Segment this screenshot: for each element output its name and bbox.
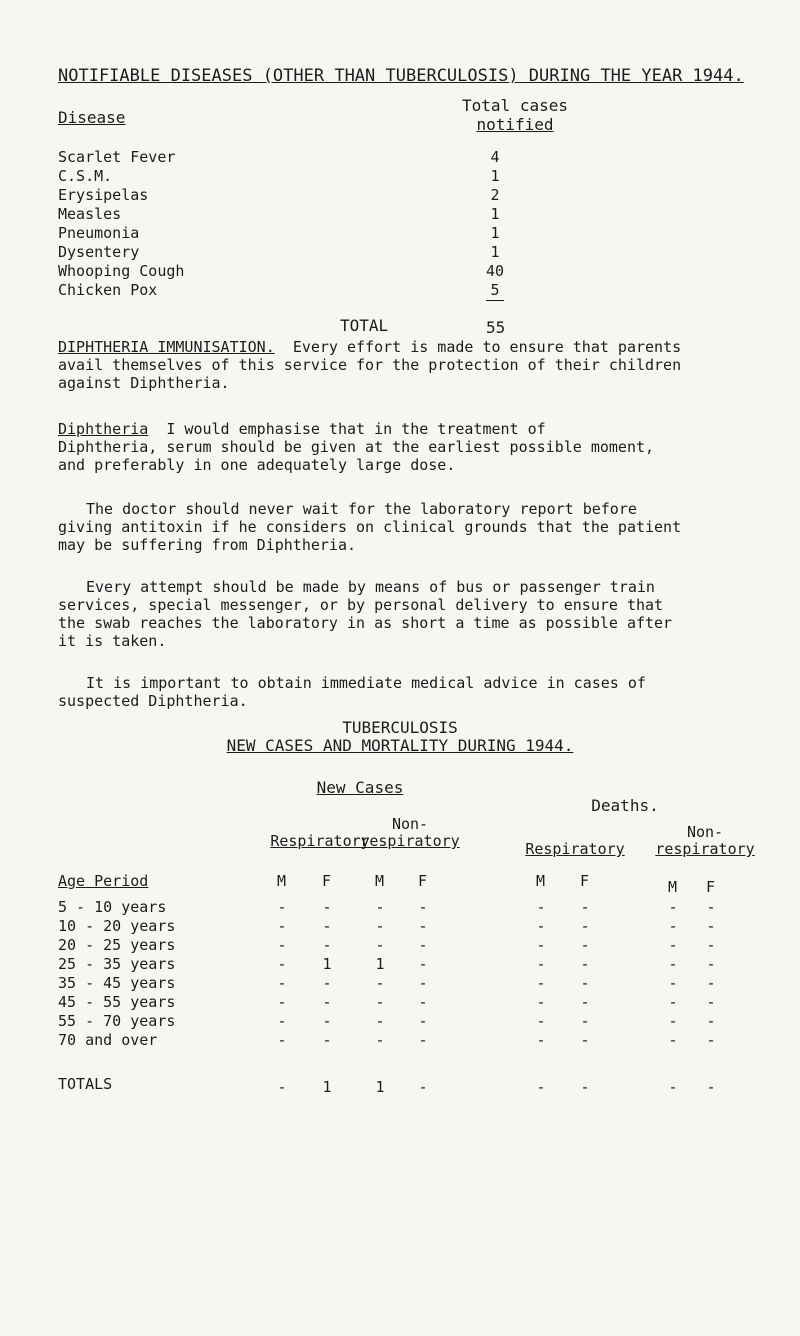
total-cases-header-line2: notified [476, 115, 554, 134]
death-non-f-header: F [706, 878, 716, 896]
age-period-header: Age Period [58, 872, 149, 890]
tb-cell: - [536, 898, 546, 916]
disease-name: C.S.M. [58, 167, 113, 185]
tb-cell: - [418, 955, 428, 973]
total-value: 55 [486, 318, 506, 337]
tb-cell: - [536, 974, 546, 992]
death-non-m-column [661, 898, 685, 1050]
age-period: 70 and over [58, 1031, 158, 1049]
tb-cell: - [277, 917, 287, 935]
tb-cell: - [375, 936, 385, 954]
tb-cell: - [322, 974, 332, 992]
tb-cell: - [375, 1031, 385, 1049]
paragraph-line [58, 596, 758, 614]
paragraph [58, 500, 758, 554]
tb-cell: - [706, 936, 716, 954]
disease-list [58, 148, 184, 300]
paragraph-text: Every effort is made to ensure that parents [292, 338, 682, 356]
new-resp-f-column [315, 898, 339, 1050]
tb-cell: - [536, 917, 546, 935]
paragraph-heading: DIPHTHERIA IMMUNISATION. [58, 338, 275, 356]
tb-subtitle: NEW CASES AND MORTALITY DURING 1944. [226, 736, 574, 755]
tb-cell: - [706, 917, 716, 935]
paragraph-text: may be suffering from Diphtheria. [58, 536, 357, 554]
tb-cell: - [322, 1012, 332, 1030]
disease-name: Whooping Cough [58, 262, 185, 280]
tb-cell: - [418, 917, 428, 935]
total-label: TOTAL [340, 316, 389, 335]
total-cases-header-line1: Total cases [462, 96, 568, 115]
tb-cell: - [418, 936, 428, 954]
death-respiratory-header: Respiratory [525, 840, 625, 858]
paragraph-line [58, 578, 758, 596]
new-respiratory-header: Respiratory [270, 832, 370, 850]
paragraph-text: suspected Diphtheria. [58, 692, 248, 710]
new-non-f-header: F [418, 872, 428, 890]
tb-cell: - [375, 898, 385, 916]
paragraph-line [58, 420, 758, 438]
paragraph-line [58, 674, 758, 692]
paragraph-text: I would emphasise that in the treatment of [166, 420, 546, 438]
paragraph [58, 338, 758, 392]
death-resp-m-header: M [536, 872, 546, 890]
tb-cell: - [322, 1031, 332, 1049]
tb-title: TUBERCULOSIS [342, 718, 458, 737]
tb-cell: - [375, 1012, 385, 1030]
total-cell: - [536, 1078, 546, 1096]
total-cell: - [668, 1078, 678, 1096]
tb-cell: - [580, 955, 590, 973]
tb-cell: - [536, 936, 546, 954]
disease-total: 40 [485, 262, 505, 280]
tb-cell: - [706, 955, 716, 973]
paragraph [58, 420, 758, 474]
paragraph-line [58, 614, 758, 632]
total-cell: 1 [375, 1078, 385, 1096]
tb-cell: - [536, 955, 546, 973]
disease-name: Measles [58, 205, 122, 223]
paragraph-text: and preferably in one adequately large dose. [58, 456, 456, 474]
paragraph-line [58, 438, 758, 456]
tb-cell: - [668, 955, 678, 973]
paragraph-line [58, 518, 758, 536]
paragraph-line [58, 536, 758, 554]
tb-cell: - [322, 993, 332, 1011]
tb-cell: - [536, 1031, 546, 1049]
disease-name: Pneumonia [58, 224, 140, 242]
paragraph-line [58, 692, 758, 710]
tb-cell: - [580, 1031, 590, 1049]
page-title: NOTIFIABLE DISEASES (OTHER THAN TUBERCULOSIS) DURING THE YEAR 1944. [58, 66, 744, 86]
paragraph-text: It is important to obtain immediate medical advice in cases of [86, 674, 646, 692]
total-cell: - [706, 1078, 716, 1096]
paragraph-line [58, 632, 758, 650]
death-resp-f-column [573, 898, 597, 1050]
tb-cell: - [668, 936, 678, 954]
tb-cell: - [322, 936, 332, 954]
paragraph-line [58, 374, 758, 392]
disease-total: 2 [490, 186, 500, 204]
paragraph-line [58, 338, 758, 356]
tb-cell: - [706, 898, 716, 916]
new-resp-f-header: F [322, 872, 332, 890]
tb-cell: - [277, 898, 287, 916]
tb-cell: - [668, 974, 678, 992]
paragraph-text: Diphtheria, serum should be given at the earliest possible moment, [58, 438, 655, 456]
age-period-list [58, 898, 175, 1050]
age-period: 25 - 35 years [58, 955, 176, 973]
disease-total: 1 [490, 205, 500, 223]
death-non-f-column [699, 898, 723, 1050]
paragraph-text: services, special messenger, or by personal delivery to ensure that [58, 596, 664, 614]
age-period: 45 - 55 years [58, 993, 176, 1011]
paragraph-heading: Diphtheria [58, 420, 149, 438]
death-non-header-line1: Non- [686, 823, 724, 841]
new-resp-m-column [270, 898, 294, 1050]
tb-cell: - [580, 1012, 590, 1030]
tb-cell: - [375, 917, 385, 935]
paragraph-text: Every attempt should be made by means of bus or passenger train [86, 578, 655, 596]
tb-cell: - [536, 993, 546, 1011]
disease-total: 1 [490, 224, 500, 242]
total-cell: - [277, 1078, 287, 1096]
tb-cell: - [668, 1012, 678, 1030]
tb-cell: - [322, 917, 332, 935]
new-non-m-column [368, 898, 392, 1050]
disease-total: 1 [490, 243, 500, 261]
paragraph [58, 674, 758, 710]
tb-cell: - [706, 974, 716, 992]
tb-cell: - [277, 955, 287, 973]
tb-cell: - [580, 898, 590, 916]
paragraph-text: The doctor should never wait for the laboratory report before [86, 500, 637, 518]
disease-total: 5 [490, 281, 500, 299]
new-resp-m-header: M [277, 872, 287, 890]
tb-cell: - [668, 917, 678, 935]
death-non-m-header: M [668, 878, 678, 896]
new-non-m-header: M [375, 872, 385, 890]
tb-cell: - [277, 936, 287, 954]
death-non-header-line2: respiratory [655, 840, 755, 858]
tb-cell: - [418, 898, 428, 916]
tb-cell: - [706, 1031, 716, 1049]
paragraph-text: avail themselves of this service for the protection of their children [58, 356, 682, 374]
tb-cell: - [580, 917, 590, 935]
disease-name: Scarlet Fever [58, 148, 176, 166]
tb-cell: - [668, 898, 678, 916]
paragraph [58, 578, 758, 650]
tb-cell: - [418, 1012, 428, 1030]
death-resp-m-column [529, 898, 553, 1050]
total-cell: - [418, 1078, 428, 1096]
paragraph-line [58, 356, 758, 374]
tb-cell: - [418, 974, 428, 992]
deaths-header: Deaths. [591, 796, 659, 815]
disease-name: Chicken Pox [58, 281, 158, 299]
disease-name: Erysipelas [58, 186, 149, 204]
tb-cell: - [668, 1031, 678, 1049]
total-cell: 1 [322, 1078, 332, 1096]
tb-cell: - [580, 993, 590, 1011]
total-cell: - [580, 1078, 590, 1096]
tb-cell: - [277, 974, 287, 992]
tb-cell: - [322, 898, 332, 916]
death-resp-f-header: F [580, 872, 590, 890]
total-cases-list [480, 148, 510, 300]
age-period: 10 - 20 years [58, 917, 176, 935]
tb-cell: - [375, 974, 385, 992]
tb-cell: - [277, 1031, 287, 1049]
paragraph-text: against Diphtheria. [58, 374, 230, 392]
new-cases-header: New Cases [316, 778, 404, 797]
tb-cell: - [580, 936, 590, 954]
tb-cell: 1 [375, 955, 385, 973]
paragraph-line [58, 500, 758, 518]
tb-cell: - [706, 1012, 716, 1030]
tb-cell: 1 [322, 955, 332, 973]
tb-cell: - [418, 993, 428, 1011]
paragraph-text: giving antitoxin if he considers on clinical grounds that the patient [58, 518, 682, 536]
paragraph-text: it is taken. [58, 632, 167, 650]
age-period: 35 - 45 years [58, 974, 176, 992]
tb-cell: - [706, 993, 716, 1011]
tb-cell: - [375, 993, 385, 1011]
paragraph-line [58, 456, 758, 474]
disease-column-header: Disease [58, 108, 126, 127]
new-non-header-line1: Non- [391, 815, 429, 833]
tb-cell: - [580, 974, 590, 992]
totals-label: TOTALS [58, 1075, 113, 1093]
tb-cell: - [277, 1012, 287, 1030]
paragraph-text: the swab reaches the laboratory in as short a time as possible after [58, 614, 673, 632]
new-non-header-line2: respiratory [360, 832, 460, 850]
tb-cell: - [418, 1031, 428, 1049]
disease-total: 1 [490, 167, 500, 185]
age-period: 20 - 25 years [58, 936, 176, 954]
age-period: 55 - 70 years [58, 1012, 176, 1030]
total-rule [486, 300, 504, 301]
disease-name: Dysentery [58, 243, 140, 261]
tb-cell: - [668, 993, 678, 1011]
tb-cell: - [536, 1012, 546, 1030]
tb-cell: - [277, 993, 287, 1011]
new-non-f-column [411, 898, 435, 1050]
disease-total: 4 [490, 148, 500, 166]
age-period: 5 - 10 years [58, 898, 167, 916]
